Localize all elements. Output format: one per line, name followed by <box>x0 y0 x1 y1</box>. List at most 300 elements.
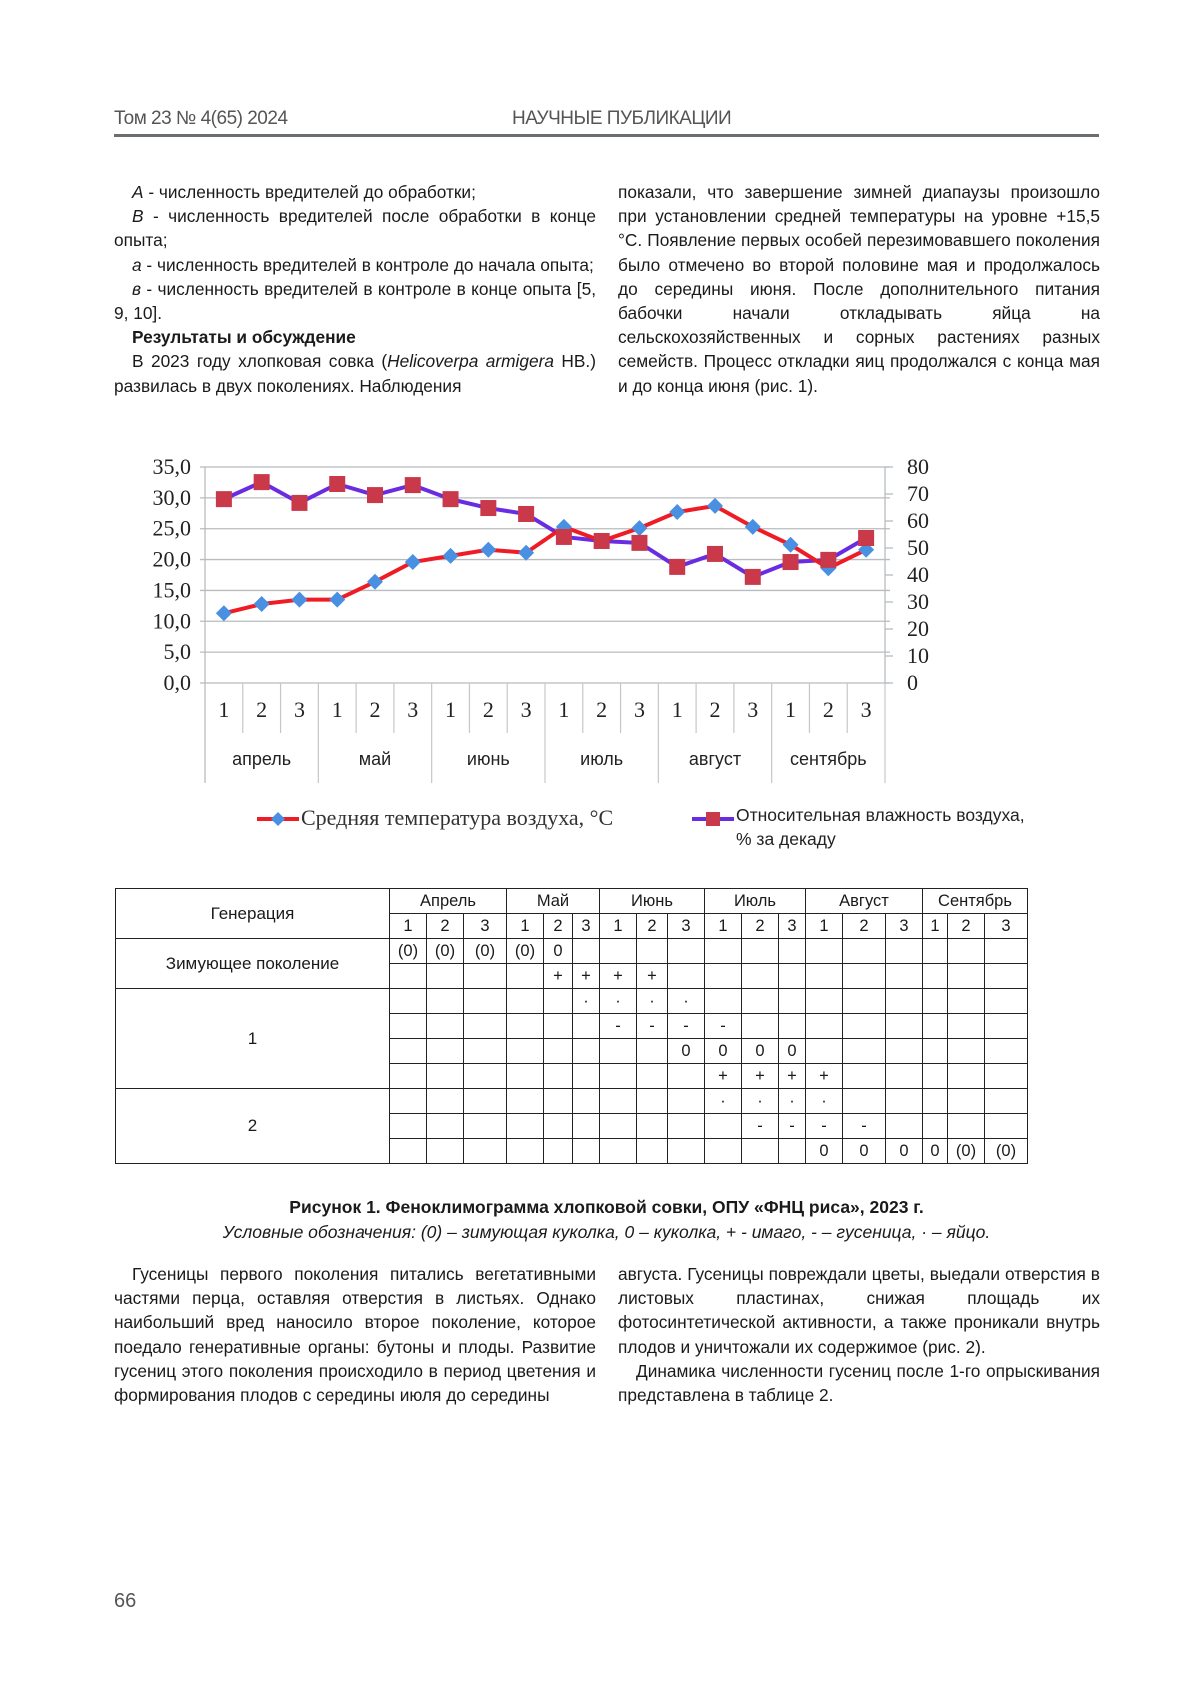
humidity-point <box>858 530 874 546</box>
decade-header: 1 <box>705 914 742 939</box>
stage-cell <box>923 989 948 1014</box>
stage-cell <box>806 939 843 964</box>
x-tick-label: 3 <box>407 697 419 722</box>
humidity-point <box>631 535 647 551</box>
stage-cell <box>886 1114 923 1139</box>
stage-cell <box>948 1064 985 1089</box>
stage-cell: 0 <box>779 1039 806 1064</box>
stage-cell <box>886 1014 923 1039</box>
stage-cell: (0) <box>427 939 464 964</box>
temperature-point <box>216 605 232 621</box>
stage-cell <box>390 964 427 989</box>
stage-cell <box>507 1089 544 1114</box>
stage-cell <box>668 1114 705 1139</box>
stage-cell <box>637 939 668 964</box>
decade-header: 1 <box>806 914 843 939</box>
humidity-point <box>405 477 421 493</box>
stage-cell <box>779 939 806 964</box>
humidity-point <box>594 533 610 549</box>
stage-cell <box>573 1089 600 1114</box>
stage-cell: + <box>705 1064 742 1089</box>
humidity-point <box>216 491 232 507</box>
stage-cell <box>507 989 544 1014</box>
stage-cell <box>886 1089 923 1114</box>
stage-cell: 0 <box>742 1039 779 1064</box>
stage-cell <box>843 1039 886 1064</box>
stage-cell <box>779 1014 806 1039</box>
x-tick-label: 2 <box>709 697 721 722</box>
stage-cell <box>600 1064 637 1089</box>
stage-cell: 0 <box>886 1139 923 1164</box>
x-tick-label: 2 <box>822 697 834 722</box>
stage-cell <box>742 1014 779 1039</box>
x-tick-label: 1 <box>558 697 570 722</box>
stage-cell: · <box>573 989 600 1014</box>
decade-header: 2 <box>637 914 668 939</box>
stage-cell: + <box>779 1064 806 1089</box>
stage-cell <box>742 964 779 989</box>
stage-cell <box>923 939 948 964</box>
month-header: Август <box>806 889 923 914</box>
left-tick-label: 30,0 <box>152 484 191 510</box>
decade-header: 1 <box>390 914 427 939</box>
running-header <box>114 104 1099 136</box>
bottom-right-column <box>618 1262 1100 1407</box>
right-tick-label: 80 <box>907 455 929 479</box>
right-tick-label: 40 <box>907 562 929 587</box>
stage-cell: · <box>600 989 637 1014</box>
temperature-point <box>480 542 496 558</box>
decade-header: 3 <box>464 914 507 939</box>
stage-cell <box>507 1039 544 1064</box>
stage-cell <box>600 939 637 964</box>
left-tick-label: 5,0 <box>163 639 191 665</box>
figure-caption-title: Рисунок 1. Феноклимограмма хлопковой совки, ОПУ «ФНЦ риса», 2023 г. <box>289 1197 924 1217</box>
definition-A: А - численность вредителей до обработки; <box>132 182 476 202</box>
stage-cell: - <box>705 1014 742 1039</box>
humidity-point <box>254 474 270 490</box>
temperature-point <box>367 574 383 590</box>
month-label: сентябрь <box>790 749 867 769</box>
legend-humidity <box>690 805 1090 855</box>
stage-cell <box>779 989 806 1014</box>
definition-B: В - численность вредителей после обработки в конце опыта; <box>114 206 596 251</box>
humidity-point <box>367 487 383 503</box>
stage-cell <box>544 1139 573 1164</box>
stage-cell <box>843 1064 886 1089</box>
stage-cell: - <box>742 1114 779 1139</box>
stage-cell <box>637 1089 668 1114</box>
stage-cell: · <box>705 1089 742 1114</box>
stage-cell <box>544 1114 573 1139</box>
stage-cell <box>886 964 923 989</box>
stage-cell <box>705 1114 742 1139</box>
stage-cell <box>886 939 923 964</box>
stage-cell <box>923 1064 948 1089</box>
observations-paragraph: показали, что завершение зимней диапаузы произошло при установлении средней температуры на уровне +15,5 °С. Появление первых особей перезимовавшего поколения было отмечено во второй половине мая и продолжалось до середины июня. После дополнительного питания бабочки начали откладывать яйца на сельскохозяйственных и сорных растениях разных семейств. Процесс откладки яиц продолжался с конца мая и до конца июня (рис. 1). <box>618 182 1100 396</box>
stage-cell <box>985 1039 1028 1064</box>
right-tick-label: 70 <box>907 481 929 506</box>
stage-cell <box>806 964 843 989</box>
temperature-point <box>329 592 345 608</box>
stage-cell <box>464 1064 507 1089</box>
humidity-point <box>480 500 496 516</box>
stage-cell: (0) <box>985 1139 1028 1164</box>
stage-cell <box>390 1139 427 1164</box>
stage-cell <box>923 1014 948 1039</box>
stage-cell <box>464 1039 507 1064</box>
right-tick-label: 50 <box>907 535 929 560</box>
stage-cell: - <box>600 1014 637 1039</box>
stage-cell: (0) <box>948 1139 985 1164</box>
stage-cell <box>464 1089 507 1114</box>
generation-label: 1 <box>116 989 390 1089</box>
x-tick-label: 3 <box>633 697 645 722</box>
stage-cell <box>427 1089 464 1114</box>
page-number: 66 <box>114 1590 137 1612</box>
stage-cell <box>573 1014 600 1039</box>
stage-cell <box>985 1089 1028 1114</box>
stage-cell <box>600 1114 637 1139</box>
stage-cell <box>742 989 779 1014</box>
stage-cell <box>742 1139 779 1164</box>
left-axis-ticks <box>153 455 192 695</box>
humidity-line <box>224 482 866 577</box>
stage-cell <box>779 1139 806 1164</box>
stage-cell <box>390 1014 427 1039</box>
humidity-point <box>518 506 534 522</box>
stage-cell <box>573 1114 600 1139</box>
left-column <box>114 180 596 398</box>
legend-humidity-marker <box>690 809 736 829</box>
temperature-point <box>707 498 723 514</box>
month-header: Май <box>507 889 600 914</box>
stage-cell <box>464 1139 507 1164</box>
decade-header: 3 <box>985 914 1028 939</box>
stage-cell <box>507 1014 544 1039</box>
stage-cell <box>843 989 886 1014</box>
stage-cell <box>573 1139 600 1164</box>
stage-cell <box>427 964 464 989</box>
stage-cell <box>427 989 464 1014</box>
stage-cell <box>985 989 1028 1014</box>
stage-cell: - <box>779 1114 806 1139</box>
humidity-point <box>329 476 345 492</box>
stage-cell <box>923 1089 948 1114</box>
stage-cell <box>948 1014 985 1039</box>
left-tick-label: 0,0 <box>163 670 191 695</box>
stage-cell <box>573 1039 600 1064</box>
temperature-point <box>291 592 307 608</box>
generation-label: Зимующее поколение <box>116 939 390 989</box>
stage-cell <box>843 1014 886 1039</box>
table-row <box>116 1089 1028 1114</box>
x-tick-label: 1 <box>218 697 230 722</box>
legend-humidity-label: Относительная влажность воздуха, % за декаду <box>736 805 1025 849</box>
stage-cell <box>427 1064 464 1089</box>
temperature-point <box>669 504 685 520</box>
temperature-point <box>443 548 459 564</box>
chart-grid <box>200 467 890 783</box>
stage-cell <box>390 1039 427 1064</box>
x-tick-label: 1 <box>445 697 457 722</box>
stage-cell: · <box>779 1089 806 1114</box>
x-tick-label: 2 <box>369 697 381 722</box>
humidity-point <box>443 491 459 507</box>
stage-cell <box>390 1114 427 1139</box>
decade-header: 2 <box>544 914 573 939</box>
stage-cell: 0 <box>806 1139 843 1164</box>
table-row <box>116 939 1028 964</box>
stage-cell <box>705 1139 742 1164</box>
stage-cell <box>544 1089 573 1114</box>
stage-cell <box>600 1039 637 1064</box>
x-tick-label: 3 <box>293 697 305 722</box>
humidity-point <box>707 546 723 562</box>
humidity-point <box>291 495 307 511</box>
stage-cell <box>948 939 985 964</box>
stage-cell <box>843 939 886 964</box>
stage-cell: 0 <box>544 939 573 964</box>
figure-caption-legend: Условные обозначения: (0) – зимующая куколка, 0 – куколка, + - имаго, - – гусеница, · – яйцо. <box>222 1222 991 1242</box>
stage-cell <box>464 964 507 989</box>
stage-cell: + <box>742 1064 779 1089</box>
humidity-point <box>556 529 572 545</box>
month-label: июль <box>580 749 624 769</box>
x-tick-label: 1 <box>671 697 683 722</box>
stage-cell <box>985 939 1028 964</box>
stage-cell: 0 <box>843 1139 886 1164</box>
stage-cell <box>507 1064 544 1089</box>
right-axis-ticks <box>885 455 929 695</box>
stage-cell <box>806 989 843 1014</box>
stage-cell: · <box>806 1089 843 1114</box>
stage-cell: - <box>637 1014 668 1039</box>
stage-cell <box>573 1064 600 1089</box>
x-tick-label: 1 <box>785 697 797 722</box>
stage-cell <box>985 1064 1028 1089</box>
stage-cell <box>544 1014 573 1039</box>
stage-cell <box>806 1014 843 1039</box>
caterpillars-paragraph: Гусеницы первого поколения питались вегетативными частями перца, оставляя отверстия в листьях. Однако наибольший вред наносило второе поколение, которое поедало генеративные органы: бутоны и плоды. Развитие гусениц этого поколения происходило в период цветения и формирования плодов с середины июля до середины <box>114 1264 596 1406</box>
stage-cell <box>507 1139 544 1164</box>
stage-cell: + <box>637 964 668 989</box>
stage-cell <box>886 989 923 1014</box>
left-tick-label: 20,0 <box>152 546 191 572</box>
dynamics-paragraph: Динамика численности гусениц после 1-го опрыскивания представлена в таблице 2. <box>618 1360 1100 1406</box>
month-header: Апрель <box>390 889 507 914</box>
stage-cell: · <box>742 1089 779 1114</box>
stage-cell <box>948 989 985 1014</box>
stage-cell: 0 <box>668 1039 705 1064</box>
stage-cell <box>948 1114 985 1139</box>
stage-cell <box>573 939 600 964</box>
stage-cell: - <box>843 1114 886 1139</box>
decade-header: 1 <box>507 914 544 939</box>
left-tick-label: 25,0 <box>152 515 191 541</box>
stage-cell <box>985 1014 1028 1039</box>
stage-cell: 0 <box>923 1139 948 1164</box>
x-tick-label: 3 <box>860 697 872 722</box>
stage-cell <box>507 964 544 989</box>
stage-cell <box>637 1064 668 1089</box>
stage-cell <box>668 1064 705 1089</box>
header-rule <box>114 134 1099 137</box>
stage-cell <box>886 1064 923 1089</box>
stage-cell <box>668 939 705 964</box>
humidity-point <box>820 552 836 568</box>
stage-cell: + <box>600 964 637 989</box>
stage-cell: · <box>637 989 668 1014</box>
stage-cell <box>779 964 806 989</box>
stage-cell <box>390 1064 427 1089</box>
stage-cell <box>948 1039 985 1064</box>
left-tick-label: 15,0 <box>152 577 191 603</box>
stage-cell <box>985 1114 1028 1139</box>
stage-cell <box>843 1089 886 1114</box>
phenology-table <box>115 888 1028 1164</box>
stage-cell: (0) <box>390 939 427 964</box>
section-heading: Результаты и обсуждение <box>132 327 356 348</box>
stage-cell <box>637 1114 668 1139</box>
stage-cell: (0) <box>507 939 544 964</box>
temperature-point <box>405 554 421 570</box>
stage-cell <box>923 964 948 989</box>
decade-header: 2 <box>843 914 886 939</box>
stage-cell <box>544 1064 573 1089</box>
right-tick-label: 30 <box>907 589 929 614</box>
x-tick-label: 2 <box>256 697 268 722</box>
stage-cell <box>705 989 742 1014</box>
stage-cell <box>427 1114 464 1139</box>
right-tick-label: 60 <box>907 508 929 533</box>
month-label: август <box>688 749 742 769</box>
stage-cell <box>427 1039 464 1064</box>
left-tick-label: 35,0 <box>152 455 191 479</box>
right-tick-label: 20 <box>907 616 929 641</box>
section-title: НАУЧНЫЕ ПУБЛИКАЦИИ <box>512 108 732 129</box>
generation-label: 2 <box>116 1089 390 1164</box>
temperature-point <box>254 596 270 612</box>
temperature-point <box>631 520 647 536</box>
decade-header: 1 <box>600 914 637 939</box>
decade-header: 1 <box>923 914 948 939</box>
stage-cell: + <box>806 1064 843 1089</box>
x-tick-label: 1 <box>331 697 343 722</box>
stage-cell <box>886 1039 923 1064</box>
stage-cell <box>600 1139 637 1164</box>
decade-header: 2 <box>948 914 985 939</box>
humidity-point <box>745 569 761 585</box>
stage-cell <box>544 1039 573 1064</box>
legend-temperature-marker <box>255 809 301 829</box>
x-tick-label: 2 <box>596 697 608 722</box>
legend-temperature-label: Средняя температура воздуха, °С <box>301 805 614 830</box>
legend-temperature <box>255 805 655 855</box>
right-tick-label: 0 <box>907 670 918 695</box>
decade-header: 3 <box>886 914 923 939</box>
stage-cell <box>464 1114 507 1139</box>
stage-cell <box>705 964 742 989</box>
damage-paragraph: августа. Гусеницы повреждали цветы, выедали отверстия в листовых пластинах, снижая площадь их фотосинтетической активности, а также проникали внутрь плодов и уничтожали их содержимое (рис. 2). <box>618 1264 1100 1357</box>
stage-cell <box>948 964 985 989</box>
stage-cell <box>668 964 705 989</box>
stage-cell <box>600 1089 637 1114</box>
stage-cell: 0 <box>705 1039 742 1064</box>
right-tick-label: 10 <box>907 643 929 668</box>
stage-cell <box>948 1089 985 1114</box>
generation-header: Генерация <box>116 889 390 939</box>
table-header-months <box>116 889 1028 914</box>
month-label: апрель <box>232 749 292 769</box>
stage-cell <box>507 1114 544 1139</box>
stage-cell <box>705 939 742 964</box>
journal-issue: Том 23 № 4(65) 2024 <box>114 108 288 129</box>
x-tick-label: 2 <box>482 697 494 722</box>
stage-cell: + <box>544 964 573 989</box>
left-tick-label: 10,0 <box>152 608 191 634</box>
month-label: июнь <box>466 749 510 769</box>
stage-cell <box>427 1014 464 1039</box>
stage-cell <box>427 1139 464 1164</box>
decade-header: 2 <box>742 914 779 939</box>
stage-cell <box>843 964 886 989</box>
decade-header: 3 <box>779 914 806 939</box>
definition-v: в - численность вредителей в контроле в конце опыта [5, 9, 10]. <box>114 278 596 324</box>
stage-cell <box>464 989 507 1014</box>
month-header: Июнь <box>600 889 705 914</box>
stage-cell <box>668 1089 705 1114</box>
stage-cell: (0) <box>464 939 507 964</box>
stage-cell <box>923 1039 948 1064</box>
month-header: Сентябрь <box>923 889 1028 914</box>
stage-cell <box>985 964 1028 989</box>
stage-cell <box>390 989 427 1014</box>
stage-cell: - <box>806 1114 843 1139</box>
species-name: Helicoverpa armigera <box>387 351 554 372</box>
stage-cell: - <box>668 1014 705 1039</box>
right-column <box>618 180 1100 398</box>
decade-header: 2 <box>427 914 464 939</box>
decade-header: 3 <box>573 914 600 939</box>
stage-cell <box>806 1039 843 1064</box>
bottom-left-column <box>114 1262 596 1407</box>
definition-a: а - численность вредителей в контроле до начала опыта; <box>132 254 594 275</box>
stage-cell <box>637 1039 668 1064</box>
month-label: май <box>358 749 392 769</box>
stage-cell <box>544 989 573 1014</box>
stage-cell <box>923 1114 948 1139</box>
stage-cell <box>668 1139 705 1164</box>
humidity-point <box>669 559 685 575</box>
stage-cell <box>637 1139 668 1164</box>
stage-cell <box>742 939 779 964</box>
x-tick-label: 3 <box>520 697 532 722</box>
x-tick-label: 3 <box>747 697 759 722</box>
stage-cell <box>390 1089 427 1114</box>
stage-cell: + <box>573 964 600 989</box>
month-header: Июль <box>705 889 806 914</box>
stage-cell <box>464 1014 507 1039</box>
temperature-point <box>745 519 761 535</box>
stage-cell: · <box>668 989 705 1014</box>
humidity-point <box>783 554 799 570</box>
decade-header: 3 <box>668 914 705 939</box>
results-paragraph: В 2023 году хлопковая совка (Helicoverpa armigera НВ.) развилась в двух поколениях. Наблюдения <box>114 351 596 396</box>
series-lines <box>224 482 866 613</box>
table-row <box>116 989 1028 1014</box>
phenoclimogram-chart <box>130 455 1090 855</box>
